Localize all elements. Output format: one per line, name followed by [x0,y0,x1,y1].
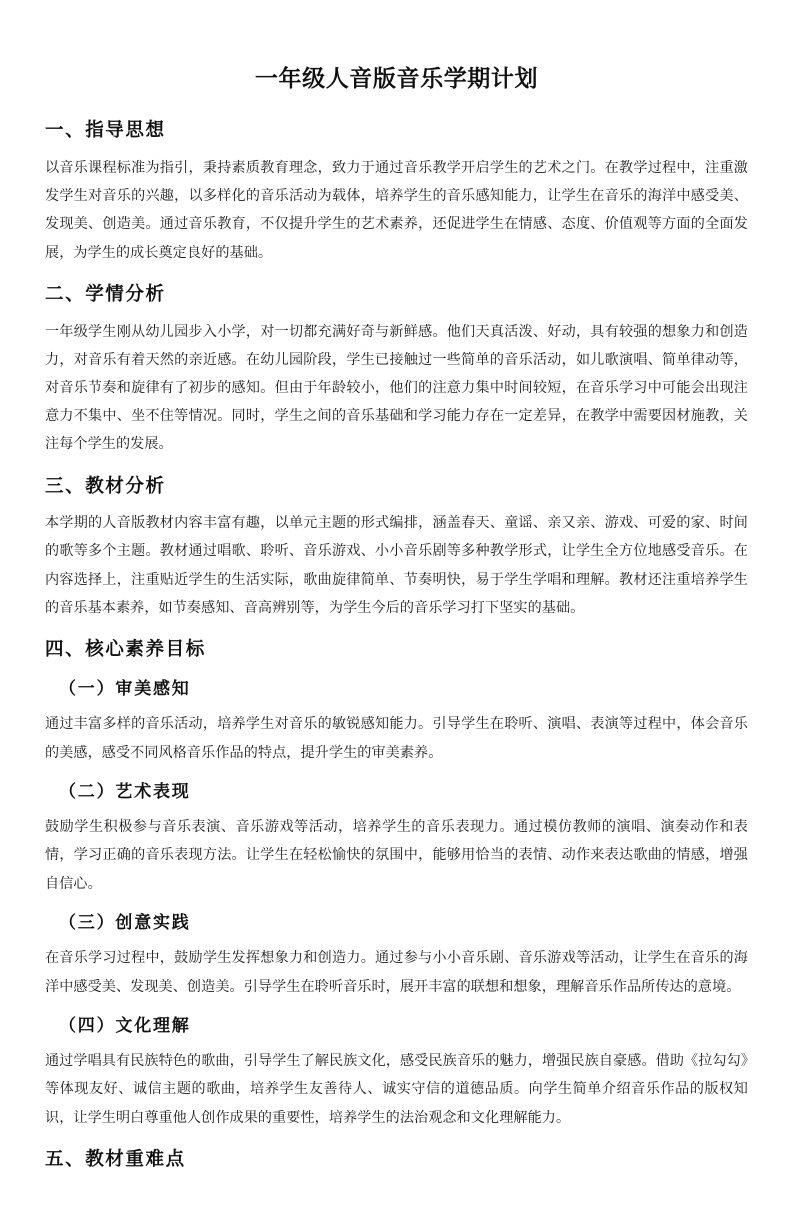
section-heading-textbook-analysis: 三、教材分析 [45,474,166,496]
section-heading-guiding-ideology: 一、指导思想 [45,119,166,141]
subsection-heading-artistic-expression: （二）艺术表现 [59,781,191,801]
subsection-heading-aesthetic-perception: （一）审美感知 [59,678,191,698]
page-title: 一年级人音版音乐学期计划 [254,65,539,91]
subsection-paragraph: 鼓励学生积极参与音乐表演、音乐游戏等活动，培养学生的音乐表现力。通过模仿教师的演唱、演奏动作和表情，学习正确的音乐表现方法。让学生在轻松愉快的氛围中，能够用恰当的表情、动作来表达歌曲的情感，增强自信心。 [45,818,748,891]
section-heading-core-literacy-goals: 四、核心素养目标 [45,638,206,660]
subsection-paragraph: 通过学唱具有民族特色的歌曲，引导学生了解民族文化，感受民族音乐的魅力，增强民族自豪感。借助《拉勾勾》等体现友好、诚信主题的歌曲，培养学生友善待人、诚实守信的道德品质。向学生简单介绍音乐作品的版权知识，让学生明白尊重他人创作成果的重要性，培养学生的法治观念和文化理解能力。 [45,1052,748,1125]
subsection-paragraph: 通过丰富多样的音乐活动，培养学生对音乐的敏锐感知能力。引导学生在聆听、演唱、表演等过程中，体会音乐的美感，感受不同风格音乐作品的特点，提升学生的审美素养。 [45,715,748,760]
subsection-paragraph: 在音乐学习过程中，鼓励学生发挥想象力和创造力。通过参与小小音乐剧、音乐游戏等活动，让学生在音乐的海洋中感受美、发现美、创造美。引导学生在聆听音乐时，展开丰富的联想和想象，理解音乐作品所传达的意境。 [45,949,748,994]
section-paragraph: 以音乐课程标准为指引，秉持素质教育理念，致力于通过音乐教学开启学生的艺术之门。在教学过程中，注重激发学生对音乐的兴趣，以多样化的音乐活动为载体，培养学生的音乐感知能力，让学生在音乐的海洋中感受美、发现美、创造美。通过音乐教育，不仅提升学生的艺术素养，还促进学生在情感、态度、价值观等方面的全面发展，为学生的成长奠定良好的基础。 [45,158,748,260]
subsection-heading-creative-practice: （三）创意实践 [59,912,191,932]
section-paragraph: 本学期的人音版教材内容丰富有趣，以单元主题的形式编排，涵盖春天、童谣、亲又亲、游戏、可爱的家、时间的歌等多个主题。教材通过唱歌、聆听、音乐游戏、小小音乐剧等多种教学形式，让学生全方位地感受音乐。在内容选择上，注重贴近学生的生活实际，歌曲旋律简单、节奏明快，易于学生学唱和理解。教材还注重培养学生的音乐基本素养，如节奏感知、音高辨别等，为学生今后的音乐学习打下坚实的基础。 [45,514,748,615]
section-heading-student-analysis: 二、学情分析 [45,282,166,304]
section-heading-key-difficult-points: 五、教材重难点 [45,1147,186,1169]
section-paragraph: 一年级学生刚从幼儿园步入小学，对一切都充满好奇与新鲜感。他们天真活泼、好动，具有较强的想象力和创造力，对音乐有着天然的亲近感。在幼儿园阶段，学生已接触过一些简单的音乐活动，如儿歌演唱、简单律动等，对音乐节奏和旋律有了初步的感知。但由于年龄较小，他们的注意力集中时间较短，在音乐学习中可能会出现注意力不集中、坐不住等情况。同时，学生之间的音乐基础和学习能力存在一定差异，在教学中需要因材施教，关注每个学生的发展。 [45,322,748,452]
subsection-heading-cultural-understanding: （四）文化理解 [59,1015,191,1035]
